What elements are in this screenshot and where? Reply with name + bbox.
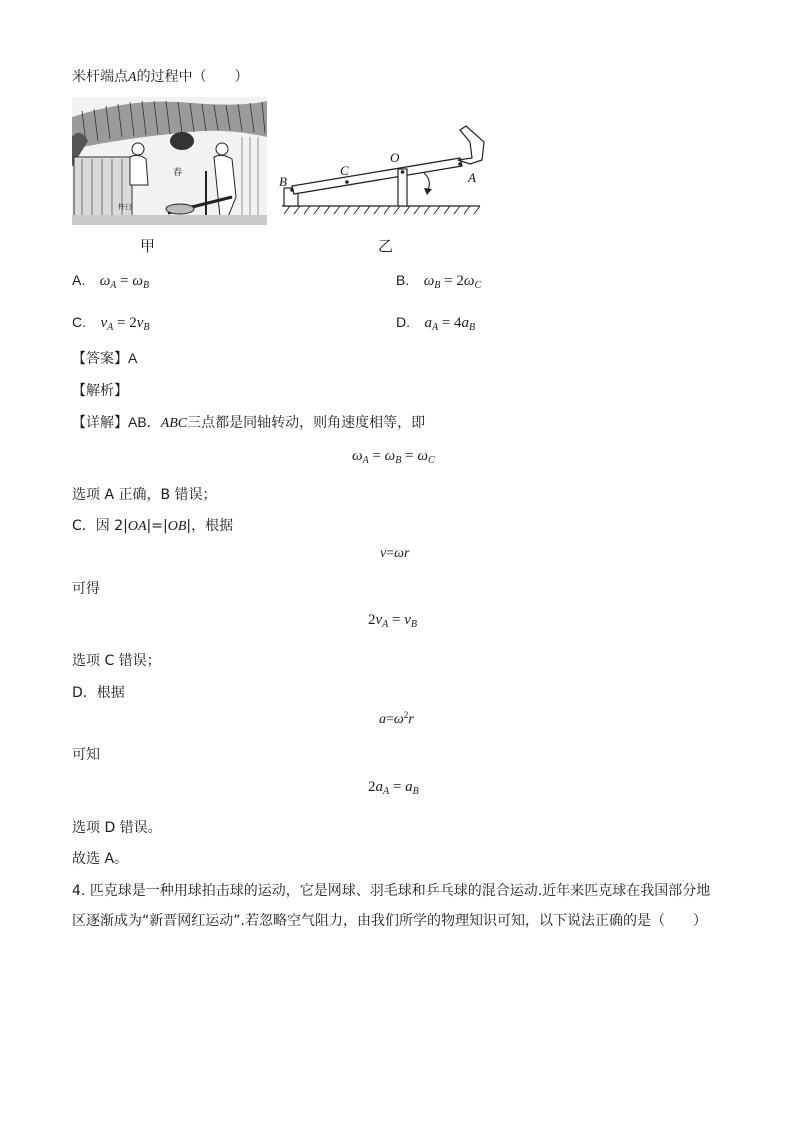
label-c: C: [340, 163, 349, 178]
detail-ab-conclusion: 选项 A 正确，B 错误；: [72, 487, 217, 503]
label-o: O: [390, 150, 400, 165]
detail-c-conclusion: 选项 C 错误；: [72, 653, 161, 669]
stem-var-a: A: [128, 70, 137, 85]
figure-jia-illustration: [72, 97, 267, 225]
detail-ab-line: 【详解】AB．ABC三点都是同轴转动，则角速度相等，即: [72, 414, 426, 431]
ground-hatching: [284, 206, 480, 214]
final-answer: 故选 A。: [72, 851, 129, 867]
detail-d-then: 可知: [72, 747, 100, 763]
next-question-line-1: 4. 匹克球是一种用球拍击球的运动，它是网球、羽毛球和乒乓球的混合运动.近年来匹克球在我国部分地: [72, 883, 711, 899]
detail-d-conclusion: 选项 D 错误。: [72, 820, 162, 836]
caption-yi: 乙: [378, 237, 394, 255]
option-a[interactable]: A. $\omega_A = \omega_B$: [72, 272, 150, 291]
equation-2va-vb: $2v_A = v_B$: [368, 612, 418, 630]
equation-v-omega-r: v=ωr: [380, 546, 410, 561]
detail-c-then: 可得: [72, 581, 100, 597]
equation-omega: $\omega_A = \omega_B = \omega_C$: [352, 448, 435, 466]
analysis-tag: 【解析】: [72, 383, 128, 399]
label-b: B: [279, 174, 287, 189]
fulcrum-post: [398, 169, 407, 206]
label-a: A: [468, 170, 476, 185]
lever-bar: [292, 158, 462, 194]
option-b[interactable]: B. $\omega_B = 2\omega_C$: [396, 272, 482, 291]
equation-a-omega2-r: $a=\omega^2r$: [379, 710, 414, 727]
detail-d-line: D．根据: [72, 685, 125, 701]
rotation-arrow-icon: [424, 173, 429, 190]
option-d[interactable]: D. $a_A = 4a_B$: [396, 314, 476, 333]
jia-label-chun: 春: [173, 168, 183, 178]
caption-jia: 甲: [140, 237, 156, 255]
detail-c-line: C．因 2|OA|=|OB|，根据: [72, 518, 234, 534]
option-c[interactable]: C. $v_A = 2v_B$: [72, 314, 150, 333]
equation-2aa-ab: $2a_A = a_B$: [368, 779, 419, 797]
jia-label-chujiu: 杵臼: [118, 203, 132, 211]
question-stem: 米杆端点A的过程中（ ）: [72, 69, 249, 85]
answer-line: 【答案】A: [72, 350, 138, 367]
foot-icon: [458, 126, 484, 164]
next-question-line-2: 区逐渐成为“新晋网红运动”.若忽略空气阻力，由我们所学的物理知识可知，以下说法正确的是（ ）: [72, 913, 707, 929]
figure-yi-lever-diagram: [272, 120, 494, 220]
